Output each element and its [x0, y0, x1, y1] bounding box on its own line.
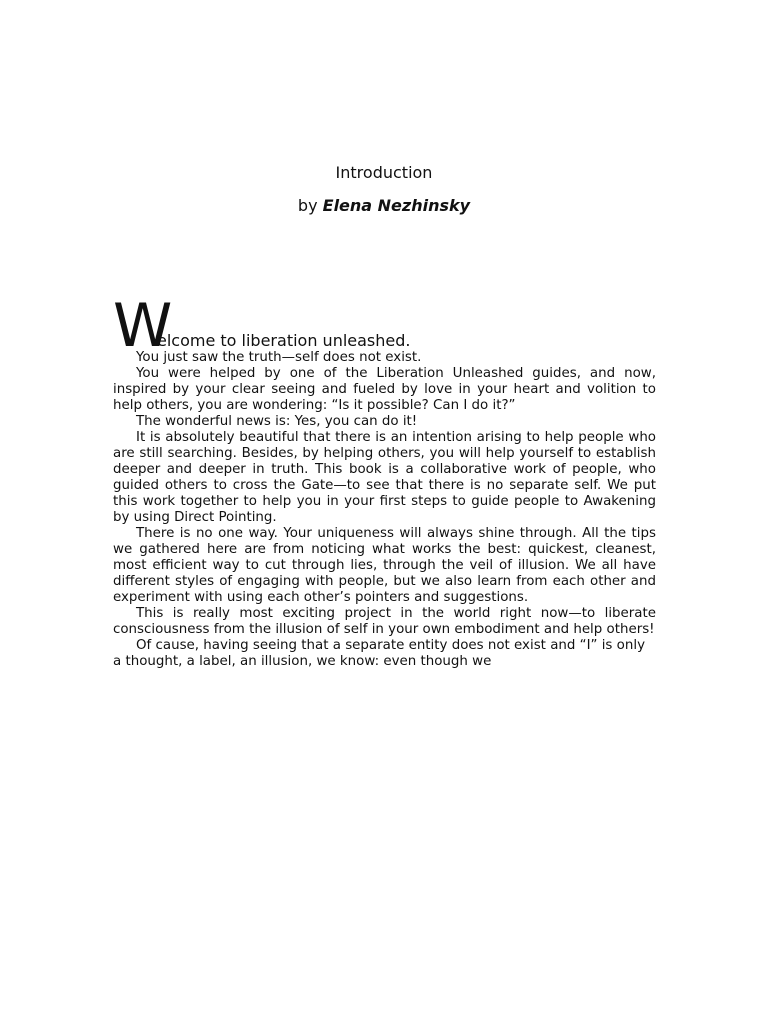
paragraph: It is absolutely beautiful that there is an intention arising to help people who are still searching. Besides, by helping others, you will help yourself to establish deeper and deeper in truth. This book is a collaborative work of people, who guided others to cross the Gate—to see that there is no separate self. We put this work together to help you in your first steps to guide people to Awakening by using Direct Pointing.: [113, 430, 656, 525]
paragraph: Of cause, having seeing that a separate entity does not exist and “I” is only a thought, a label, an illusion, we know: even though we: [113, 638, 645, 669]
paragraph: This is really most exciting project in the world right now—to liberate consciousness from the illusion of self in your own embodiment and help others!: [113, 606, 656, 637]
page-title: Introduction: [335, 163, 433, 182]
byline-prefix: by: [297, 196, 318, 215]
paragraph: You just saw the truth—self does not exist.: [136, 350, 422, 365]
body-text: [113, 291, 656, 670]
paragraph: The wonderful news is: Yes, you can do it!: [136, 414, 418, 429]
drop-cap: W: [113, 291, 173, 361]
byline: [0, 195, 768, 217]
author-name: Elena Nezhinsky: [322, 196, 471, 215]
opening-text: elcome to liberation unleashed.: [157, 331, 411, 350]
paragraph: There is no one way. Your uniqueness will always shine through. All the tips we gathered here are from noticing what works the best: quickest, cleanest, most efficient way to cut through lies, through the veil of illusion. We all have different styles of engaging with people, but we also learn from each other and experiment with using each other’s pointers and suggestions.: [113, 526, 656, 605]
paragraph: You were helped by one of the Liberation Unleashed guides, and now, inspired by your clear seeing and fueled by love in your heart and volition to help others, you are wondering: “Is it possible? Can I do it?”: [113, 366, 656, 413]
